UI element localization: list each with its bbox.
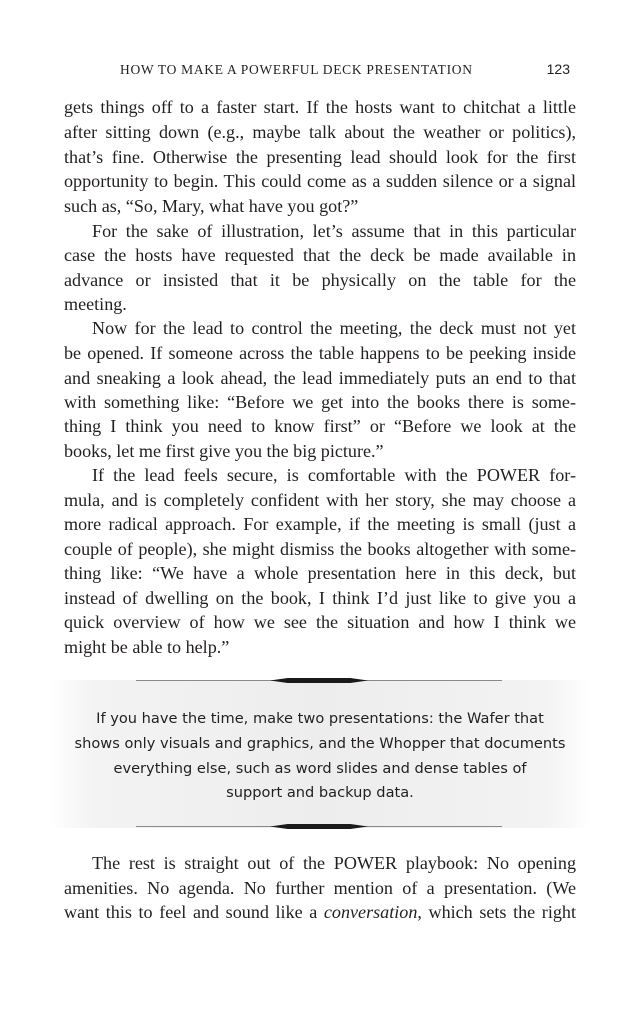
text-line: after sitting down (e.g., maybe talk about the weather or politics), [64,122,576,142]
text-line: might be able to help.” [64,637,230,657]
text-line-with-emphasis [64,900,576,924]
callout-text-line: everything else, such as word slides and dense tables of [113,760,527,777]
running-head-title: HOW TO MAKE A POWERFUL DECK PRESENTATION [120,62,473,77]
text-line: meeting. [64,294,127,314]
text-run: want this to feel and sound like a [64,902,324,922]
text-line: advance or insisted that it be physically on the table for the [64,270,576,290]
text-line: gets things off to a faster start. If the hosts want to chitchat a little [64,97,576,117]
text-line: couple of people), she might dismiss the books altogether with some- [64,539,576,559]
callout-top-rule [136,680,502,681]
text-run: , which sets the right [417,902,576,922]
text-line: more radical approach. For example, if the meeting is small (just a [64,514,576,534]
tip-callout-box [50,680,590,828]
callout-bottom-rule [136,826,502,827]
text-line: instead of dwelling on the book, I think I’d just like to give you a [64,588,576,608]
page-number: 123 [546,61,570,77]
text-line: case the hosts have requested that the deck be made available in [64,245,576,265]
text-line: quick overview of how we see the situation and how I think we [64,612,576,632]
paragraph-first-line: The rest is straight out of the POWER playbook: No opening [92,853,576,873]
text-line: and sneaking a look ahead, the lead immediately puts an end to that [64,368,576,388]
paragraph-first-line: Now for the lead to control the meeting, the deck must not yet [92,318,576,338]
text-line: that’s fine. Otherwise the presenting lead should look for the first [64,147,576,167]
running-header [64,60,576,80]
text-line: be opened. If someone across the table happens to be peeking inside [64,343,576,363]
callout-text-line: support and backup data. [226,784,414,801]
callout-text-line: shows only visuals and graphics, and the Whopper that documents [74,735,566,752]
callout-text-line: If you have the time, make two presentations: the Wafer that [96,710,544,727]
text-line: books, let me first give you the big picture.” [64,441,384,461]
text-line: mula, and is completely confident with her story, she may choose a [64,490,576,510]
paragraph-first-line: For the sake of illustration, let’s assume that in this particular [92,221,576,241]
text-line: amenities. No agenda. No further mention of a presentation. (We [64,878,576,898]
text-line: such as, “So, Mary, what have you got?” [64,196,359,216]
text-line: opportunity to begin. This could come as a sudden silence or a signal [64,171,576,191]
emphasized-word: conversation [323,902,418,922]
text-line: thing I think you need to know first” or “Before we look at the [64,416,576,436]
text-line: thing like: “We have a whole presentation here in this deck, but [64,563,576,583]
text-line: with something like: “Before we get into the books there is some- [64,392,576,412]
paragraph-first-line: If the lead feels secure, is comfortable with the POWER for- [92,465,576,485]
